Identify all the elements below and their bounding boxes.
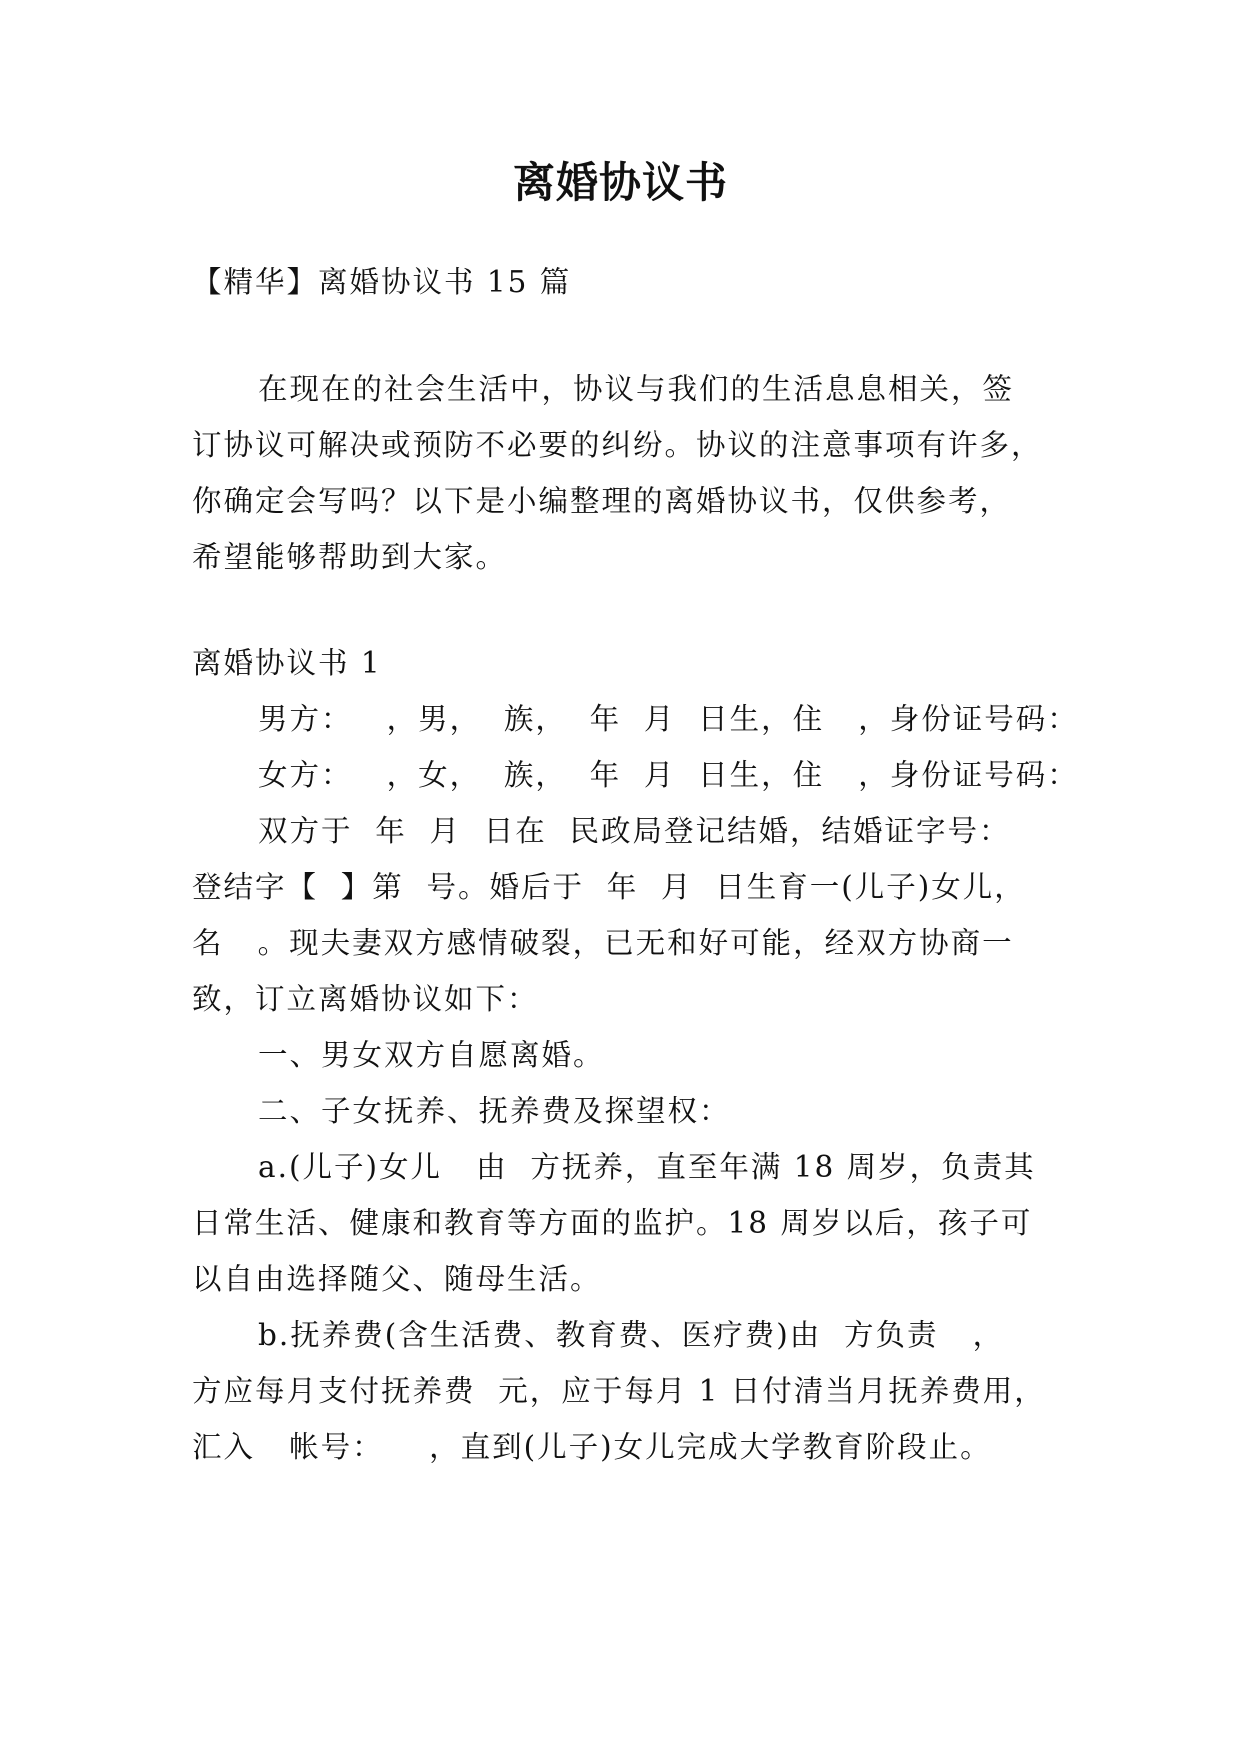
intro-line: 订协议可解决或预防不必要的纠纷。协议的注意事项有许多， [192,428,1043,462]
body-line: 双方于 年 月 日在 民政局登记结婚，结婚证字号： [258,814,1011,848]
body-line: 名 。现夫妻双方感情破裂，已无和好可能，经双方协商一 [192,926,1014,960]
document-title: 离婚协议书 [512,158,728,207]
body-line: b.抚养费(含生活费、教育费、医疗费)由 方负责 ， [258,1318,1005,1352]
body-line: 方应每月支付抚养费 元，应于每月 1 日付清当月抚养费用， [192,1374,1046,1408]
body-line: 男方： ，男， 族， 年 月 日生，住 ，身份证号码： [258,702,1079,736]
body-line: 汇入 帐号： ，直到(儿子)女儿完成大学教育阶段止。 [192,1430,992,1464]
intro-line: 你确定会写吗？以下是小编整理的离婚协议书，仅供参考， [192,484,1012,518]
section-heading: 离婚协议书 1 [192,646,382,680]
intro-line: 希望能够帮助到大家。 [192,540,508,574]
body-line: 女方： ，女， 族， 年 月 日生，住 ，身份证号码： [258,758,1079,792]
document-subtitle: 【精华】离婚协议书 15 篇 [192,265,572,299]
body-line: 二、子女抚养、抚养费及探望权： [258,1094,731,1128]
body-line: 以自由选择随父、随母生活。 [192,1262,602,1296]
body-line: a.(儿子)女儿 由 方抚养，直至年满 18 周岁，负责其 [258,1150,1036,1184]
body-line: 一、男女双方自愿离婚。 [258,1038,605,1072]
intro-line: 在现在的社会生活中，协议与我们的生活息息相关，签 [258,372,1015,406]
body-line: 登结字【 】第 号。婚后于 年 月 日生育一(儿子)女儿， [192,870,1026,904]
body-line: 日常生活、健康和教育等方面的监护。18 周岁以后，孩子可 [192,1206,1033,1240]
body-line: 致，订立离婚协议如下： [192,982,539,1016]
